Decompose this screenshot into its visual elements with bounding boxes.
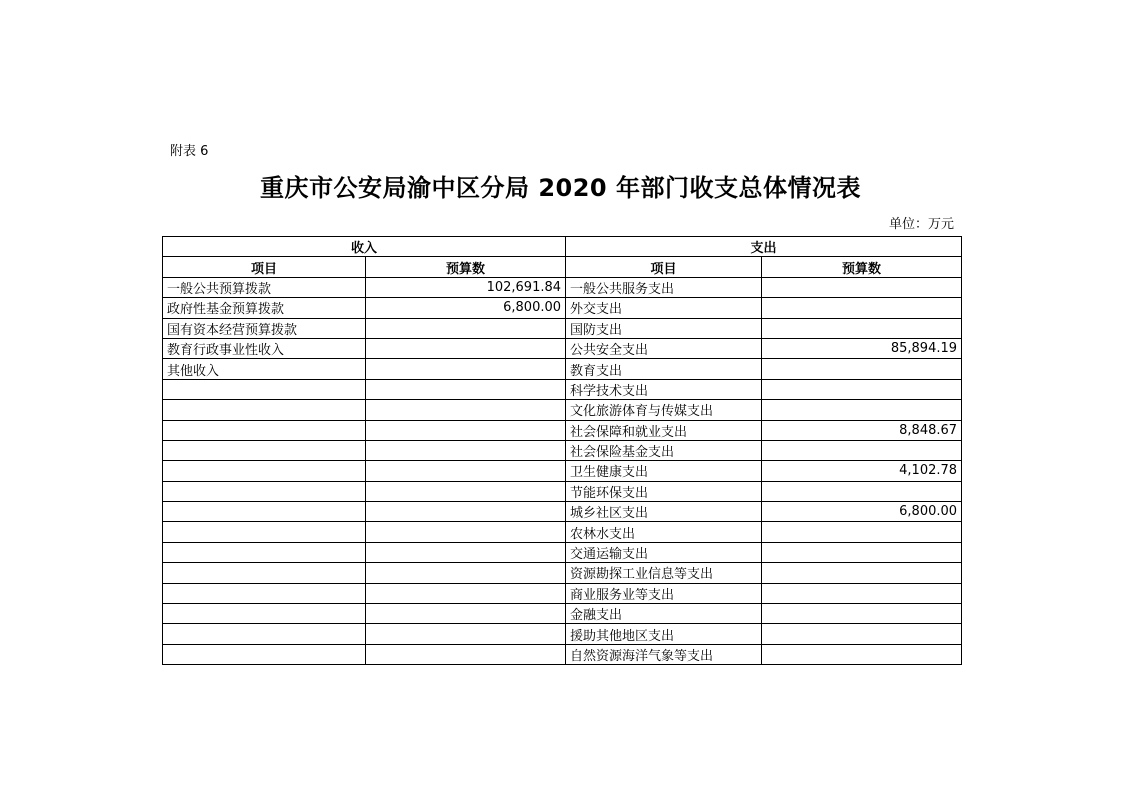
income-budget-cell bbox=[366, 604, 566, 624]
expense-budget-cell bbox=[762, 277, 962, 297]
expense-budget-cell bbox=[762, 542, 962, 562]
expense-budget-cell bbox=[762, 522, 962, 542]
income-budget-cell bbox=[366, 400, 566, 420]
income-item-cell bbox=[163, 379, 366, 399]
table-row bbox=[163, 277, 962, 297]
expense-budget-cell bbox=[762, 624, 962, 644]
unit-label: 单位：万元 bbox=[888, 217, 954, 232]
expense-item-cell: 卫生健康支出 bbox=[566, 461, 762, 481]
table-row bbox=[163, 522, 962, 542]
expense-budget-cell bbox=[762, 583, 962, 603]
table-row bbox=[163, 624, 962, 644]
expense-item-cell: 国防支出 bbox=[566, 318, 762, 338]
income-item-cell bbox=[163, 644, 366, 664]
expense-item-cell: 文化旅游体育与传媒支出 bbox=[566, 400, 762, 420]
expense-budget-cell bbox=[762, 359, 962, 379]
table-row bbox=[163, 481, 962, 501]
expense-item-header: 项目 bbox=[566, 257, 762, 277]
expense-header: 支出 bbox=[566, 237, 962, 257]
expense-budget-cell bbox=[762, 440, 962, 460]
expense-budget-cell bbox=[762, 604, 962, 624]
income-budget-cell bbox=[366, 359, 566, 379]
expense-item-cell: 自然资源海洋气象等支出 bbox=[566, 644, 762, 664]
income-item-cell: 一般公共预算拨款 bbox=[163, 277, 366, 297]
income-budget-cell bbox=[366, 502, 566, 522]
income-budget-cell bbox=[366, 563, 566, 583]
expense-item-cell: 金融支出 bbox=[566, 604, 762, 624]
expense-item-cell: 一般公共服务支出 bbox=[566, 277, 762, 297]
expense-item-cell: 社会保险基金支出 bbox=[566, 440, 762, 460]
income-item-cell: 政府性基金预算拨款 bbox=[163, 298, 366, 318]
income-item-cell bbox=[163, 583, 366, 603]
expense-item-cell: 科学技术支出 bbox=[566, 379, 762, 399]
income-budget-header: 预算数 bbox=[366, 257, 566, 277]
income-budget-cell bbox=[366, 440, 566, 460]
table-row bbox=[163, 298, 962, 318]
table-row bbox=[163, 583, 962, 603]
expense-item-cell: 外交支出 bbox=[566, 298, 762, 318]
table-row bbox=[163, 461, 962, 481]
income-budget-cell bbox=[366, 379, 566, 399]
column-header-row bbox=[163, 257, 962, 277]
income-budget-cell bbox=[366, 420, 566, 440]
income-budget-cell bbox=[366, 624, 566, 644]
expense-budget-cell bbox=[762, 644, 962, 664]
income-item-cell bbox=[163, 400, 366, 420]
expense-budget-cell bbox=[762, 379, 962, 399]
expense-item-cell: 资源勘探工业信息等支出 bbox=[566, 563, 762, 583]
income-item-cell bbox=[163, 461, 366, 481]
table-row bbox=[163, 502, 962, 522]
expense-item-cell: 节能环保支出 bbox=[566, 481, 762, 501]
table-row bbox=[163, 420, 962, 440]
income-budget-cell bbox=[366, 461, 566, 481]
income-budget-cell bbox=[366, 318, 566, 338]
expense-item-cell: 援助其他地区支出 bbox=[566, 624, 762, 644]
income-budget-cell: 6,800.00 bbox=[366, 298, 566, 318]
income-budget-cell bbox=[366, 583, 566, 603]
income-item-cell bbox=[163, 542, 366, 562]
table-row bbox=[163, 644, 962, 664]
income-item-cell: 教育行政事业性收入 bbox=[163, 338, 366, 358]
income-budget-cell bbox=[366, 522, 566, 542]
attachment-label: 附表 6 bbox=[170, 144, 209, 159]
expense-item-cell: 教育支出 bbox=[566, 359, 762, 379]
table-row bbox=[163, 604, 962, 624]
expense-budget-cell bbox=[762, 298, 962, 318]
table-row bbox=[163, 542, 962, 562]
income-budget-cell bbox=[366, 338, 566, 358]
income-item-cell bbox=[163, 604, 366, 624]
income-header: 收入 bbox=[163, 237, 566, 257]
income-item-header: 项目 bbox=[163, 257, 366, 277]
income-item-cell bbox=[163, 563, 366, 583]
expense-item-cell: 社会保障和就业支出 bbox=[566, 420, 762, 440]
income-item-cell bbox=[163, 502, 366, 522]
table-row bbox=[163, 563, 962, 583]
table-row bbox=[163, 318, 962, 338]
table-row bbox=[163, 359, 962, 379]
page-title: 重庆市公安局渝中区分局 2020 年部门收支总体情况表 bbox=[259, 174, 861, 202]
expense-budget-cell: 6,800.00 bbox=[762, 502, 962, 522]
expense-budget-cell bbox=[762, 318, 962, 338]
table-row bbox=[163, 338, 962, 358]
budget-table bbox=[162, 236, 962, 665]
income-budget-cell bbox=[366, 481, 566, 501]
expense-item-cell: 农林水支出 bbox=[566, 522, 762, 542]
income-item-cell bbox=[163, 522, 366, 542]
expense-budget-cell bbox=[762, 400, 962, 420]
income-budget-cell bbox=[366, 542, 566, 562]
expense-item-cell: 城乡社区支出 bbox=[566, 502, 762, 522]
expense-budget-header: 预算数 bbox=[762, 257, 962, 277]
expense-item-cell: 商业服务业等支出 bbox=[566, 583, 762, 603]
income-item-cell: 其他收入 bbox=[163, 359, 366, 379]
expense-budget-cell bbox=[762, 563, 962, 583]
table-row bbox=[163, 400, 962, 420]
income-item-cell bbox=[163, 420, 366, 440]
group-header-row bbox=[163, 237, 962, 257]
expense-budget-cell: 8,848.67 bbox=[762, 420, 962, 440]
expense-item-cell: 交通运输支出 bbox=[566, 542, 762, 562]
table-row bbox=[163, 440, 962, 460]
expense-budget-cell: 85,894.19 bbox=[762, 338, 962, 358]
income-item-cell bbox=[163, 440, 366, 460]
expense-budget-cell: 4,102.78 bbox=[762, 461, 962, 481]
expense-item-cell: 公共安全支出 bbox=[566, 338, 762, 358]
income-item-cell bbox=[163, 481, 366, 501]
income-item-cell bbox=[163, 624, 366, 644]
income-budget-cell bbox=[366, 644, 566, 664]
income-item-cell: 国有资本经营预算拨款 bbox=[163, 318, 366, 338]
table-row bbox=[163, 379, 962, 399]
income-budget-cell: 102,691.84 bbox=[366, 277, 566, 297]
expense-budget-cell bbox=[762, 481, 962, 501]
